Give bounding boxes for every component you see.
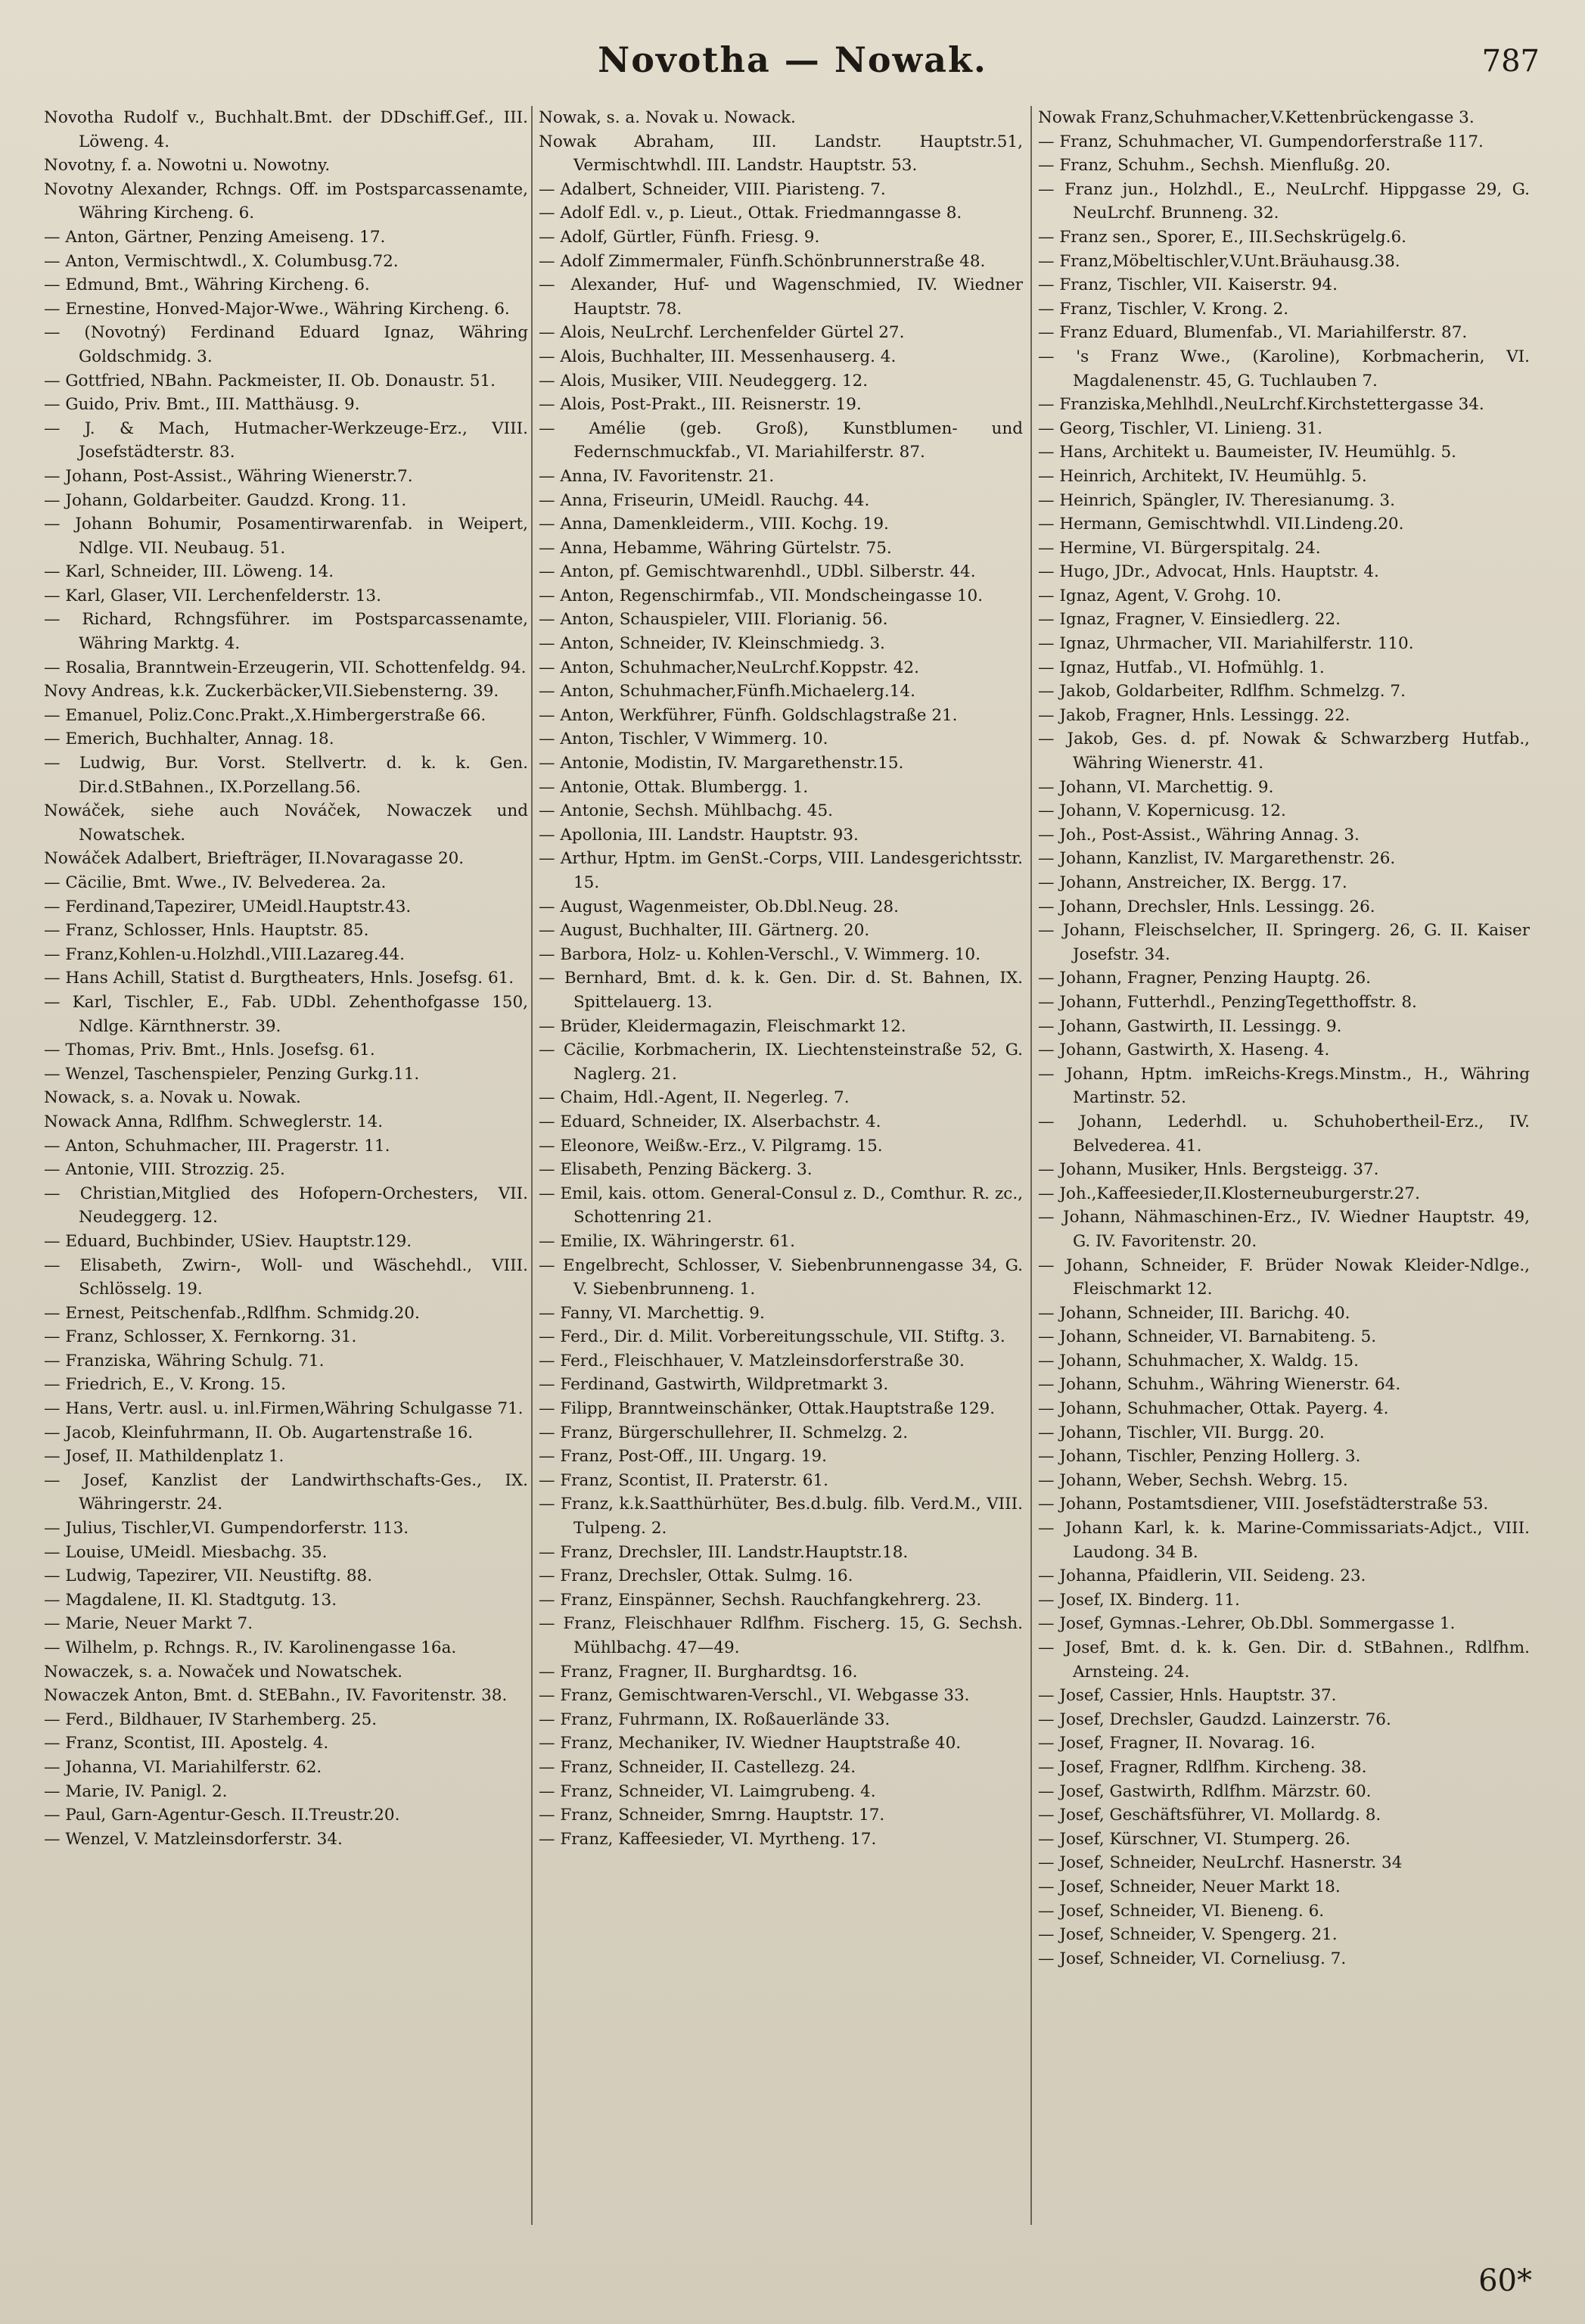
directory-entry: — 's Franz Wwe., (Karoline), Korbmacherin, VI. Magdalenenstr. 45, G. Tuchlauben 7. [1038,347,1530,390]
directory-entry: — Ignaz, Fragner, V. Einsiedlerg. 22. [1038,610,1341,630]
running-header [38,33,1547,94]
directory-entry: — Johann, Gastwirth, II. Lessingg. 9. [1038,1016,1342,1036]
directory-entry: — Josef, Kürschner, VI. Stumperg. 26. [1038,1829,1350,1849]
directory-entry: — Barbora, Holz- u. Kohlen-Verschl., V. Wimmerg. 10. [539,944,981,964]
directory-entry: — Franz, Schneider, II. Castellezg. 24. [539,1757,856,1777]
directory-entry: — Filipp, Branntweinschänker, Ottak.Hauptstraße 129. [539,1399,996,1419]
directory-entry: — Josef, Gymnas.-Lehrer, Ob.Dbl. Sommergasse 1. [1038,1614,1456,1634]
directory-entry: — Christian,Mitglied des Hofopern-Orchesters, VII. Neudeggerg. 12. [44,1184,528,1227]
directory-entry: — Johann, Tischler, VII. Burgg. 20. [1038,1423,1325,1442]
directory-entry: Nowáček Adalbert, Briefträger, II.Novaragasse 20. [44,849,465,869]
directory-entry: — Hans, Vertr. ausl. u. inl.Firmen,Währing Schulgasse 71. [44,1399,524,1419]
directory-entry: — Franz, Kaffeesieder, VI. Myrtheng. 17. [539,1829,877,1849]
directory-entry: — Eleonore, Weißw.-Erz., V. Pilgramg. 15. [539,1136,883,1156]
directory-entry: — Antonie, VIII. Strozzig. 25. [44,1160,285,1180]
column-3 [1038,106,1530,2240]
directory-entry: — Jakob, Ges. d. pf. Nowak & Schwarzberg Hutfab., Währing Wienerstr. 41. [1038,730,1530,773]
directory-entry: — Friedrich, E., V. Krong. 15. [44,1375,286,1395]
directory-entry: — Magdalene, II. Kl. Stadtgutg. 13. [44,1590,337,1610]
directory-entry: — Franz, Tischler, V. Krong. 2. [1038,299,1289,319]
directory-entry: — Anton, Werkführer, Fünfh. Goldschlagstraße 21. [539,705,958,725]
directory-entry: — Heinrich, Spängler, IV. Theresianumg. 3. [1038,490,1395,510]
directory-entry: — Ludwig, Tapezirer, VII. Neustiftg. 88. [44,1566,373,1586]
directory-entry: — Edmund, Bmt., Währing Kircheng. 6. [44,275,370,295]
directory-entry: — Heinrich, Architekt, IV. Heumühlg. 5. [1038,466,1367,486]
directory-entry: — Johann, Goldarbeiter. Gaudzd. Krong. 11. [44,490,407,510]
directory-entry: — (Novotný) Ferdinand Eduard Ignaz, Währing Goldschmidg. 3. [44,323,528,366]
directory-entry: — Franz sen., Sporer, E., III.Sechskrügelg.6. [1038,227,1406,247]
directory-entry: — Johanna, VI. Mariahilferstr. 62. [44,1757,322,1777]
directory-entry: — Anton, Regenschirmfab., VII. Mondscheingasse 10. [539,586,984,605]
directory-entry: — Johann Karl, k. k. Marine-Commissariats-Adjct., VIII. Laudong. 34 B. [1038,1519,1530,1562]
directory-entry: — Adolf Zimmermaler, Fünfh.Schönbrunnerstraße 48. [539,251,986,271]
directory-entry: — Josef, Schneider, Neuer Markt 18. [1038,1877,1341,1896]
directory-entry: — Rosalia, Branntwein-Erzeugerin, VII. Schottenfeldg. 94. [44,658,527,677]
column-1 [44,106,528,2240]
directory-entry: — Josef, Schneider, V. Spengerg. 21. [1038,1925,1338,1945]
directory-entry: — Arthur, Hptm. im GenSt.-Corps, VIII. Landesgerichtsstr. 15. [539,849,1023,892]
column-divider [531,106,533,2225]
directory-entry: — Franz,Möbeltischler,V.Unt.Bräuhausg.38. [1038,251,1400,271]
directory-entry: — Johann, Lederhdl. u. Schuhobertheil-Erz., IV. Belvederea. 41. [1038,1112,1530,1156]
directory-entry: — Johann, Schneider, III. Barichg. 40. [1038,1303,1350,1323]
directory-entry: — Josef, Cassier, Hnls. Hauptstr. 37. [1038,1686,1337,1706]
directory-entry: — Alois, Post-Prakt., III. Reisnerstr. 19. [539,395,862,415]
directory-entry: — Anton, Schuhmacher,NeuLrchf.Koppstr. 42. [539,658,919,677]
directory-entry: — Ignaz, Agent, V. Grohg. 10. [1038,586,1282,605]
directory-entry: — Johann Bohumir, Posamentirwarenfab. in Weipert, Ndlge. VII. Neubaug. 51. [44,515,528,558]
directory-entry: — Alois, Musiker, VIII. Neudeggerg. 12. [539,371,869,390]
directory-entry: — Anna, IV. Favoritenstr. 21. [539,466,775,486]
directory-entry: — Johann, Musiker, Hnls. Bergsteigg. 37. [1038,1160,1379,1180]
directory-entry: — Franz,Kohlen-u.Holzhdl.,VIII.Lazareg.44. [44,944,405,964]
directory-entry: — Johann, VI. Marchettig. 9. [1038,777,1274,797]
directory-entry: — Johann, Schneider, F. Brüder Nowak Kleider-Ndlge., Fleischmarkt 12. [1038,1255,1530,1299]
directory-entry: — Ignaz, Hutfab., VI. Hofmühlg. 1. [1038,658,1325,677]
directory-entry: — Paul, Garn-Agentur-Gesch. II.Treustr.20. [44,1806,400,1825]
directory-entry: — Brüder, Kleidermagazin, Fleischmarkt 12. [539,1016,906,1036]
directory-entry: — Johann, Hptm. imReichs-Kregs.Minstm., H., Währing Martinstr. 52. [1038,1064,1530,1108]
directory-entry: — Anna, Damenkleiderm., VIII. Kochg. 19. [539,515,889,534]
directory-entry: — Wilhelm, p. Rchngs. R., IV. Karolinengasse 16a. [44,1638,457,1657]
directory-entry: — Ignaz, Uhrmacher, VII. Mariahilferstr. 110. [1038,634,1414,654]
directory-entry: — Josef, Fragner, II. Novarag. 16. [1038,1734,1316,1753]
directory-entry: — Franz, Fleischhauer Rdlfhm. Fischerg. 15, G. Sechsh. Mühlbachg. 47—49. [539,1614,1023,1657]
directory-entry: — Franziska, Währing Schulg. 71. [44,1351,325,1370]
directory-entry: — Adolf, Gürtler, Fünfh. Friesg. 9. [539,227,820,247]
directory-entry: — Louise, UMeidl. Miesbachg. 35. [44,1542,328,1562]
directory-entry: — Emilie, IX. Währingerstr. 61. [539,1231,796,1251]
directory-entry: — Johann, Futterhdl., PenzingTegetthoffstr. 8. [1038,992,1417,1012]
directory-entry: — Marie, Neuer Markt 7. [44,1614,253,1634]
directory-entry: — Franz, Schuhmacher, VI. Gumpendorferstraße 117. [1038,132,1484,151]
directory-entry: — Adalbert, Schneider, VIII. Piaristeng. 7. [539,179,886,199]
directory-entry: — Hermann, Gemischtwhdl. VII.Lindeng.20. [1038,515,1404,534]
directory-entry: — Chaim, Hdl.-Agent, II. Negerleg. 7. [539,1088,850,1108]
directory-entry: — Ludwig, Bur. Vorst. Stellvertr. d. k. k. Gen. Dir.d.StBahnen., IX.Porzellang.56. [44,754,528,797]
directory-entry: — Elisabeth, Penzing Bäckerg. 3. [539,1160,813,1180]
directory-entry: — Hans, Architekt u. Baumeister, IV. Heumühlg. 5. [1038,443,1456,462]
directory-entry: — Anton, pf. Gemischtwarenhdl., UDbl. Silberstr. 44. [539,562,976,582]
directory-entry: — Franz, Schneider, Smrng. Hauptstr. 17. [539,1806,885,1825]
directory-entry: — Anton, Schuhmacher,Fünfh.Michaelerg.14. [539,682,915,702]
directory-entry: — Johann, Fleischselcher, II. Springerg. 26, G. II. Kaiser Josefstr. 34. [1038,921,1530,964]
directory-entry: — Eduard, Schneider, IX. Alserbachstr. 4. [539,1112,881,1131]
directory-entry: — Emerich, Buchhalter, Annag. 18. [44,730,334,749]
directory-entry: Novotny, f. a. Nowotni u. Nowotny. [44,156,331,176]
directory-entry: — Cäcilie, Korbmacherin, IX. Liechtensteinstraße 52, G. Naglerg. 21. [539,1041,1023,1084]
directory-entry: — Josef, Kanzlist der Landwirthschafts-Ges., IX. Währingerstr. 24. [44,1470,528,1514]
directory-entry: — Franz, Scontist, III. Apostelg. 4. [44,1734,329,1753]
directory-entry: — Johann, Post-Assist., Währing Wienerstr.7. [44,466,413,486]
directory-entry: — Adolf Edl. v., p. Lieut., Ottak. Friedmanngasse 8. [539,204,962,223]
directory-entry: — Johann, Tischler, Penzing Hollerg. 3. [1038,1447,1361,1467]
directory-entry: — Johann, Drechsler, Hnls. Lessingg. 26. [1038,897,1375,916]
directory-entry: — Hugo, JDr., Advocat, Hnls. Hauptstr. 4. [1038,562,1379,582]
directory-entry: — Johann, Schuhm., Währing Wienerstr. 64. [1038,1375,1401,1395]
directory-entry: — Apollonia, III. Landstr. Hauptstr. 93. [539,825,859,845]
directory-entry: — Johann, Anstreicher, IX. Bergg. 17. [1038,873,1347,892]
directory-entry: — Ferd., Bildhauer, IV Starhemberg. 25. [44,1710,378,1729]
directory-entry: Novotha Rudolf v., Buchhalt.Bmt. der DDschiff.Gef., III. Löweng. 4. [44,108,528,151]
page-number: 787 [1481,44,1540,79]
directory-entry: — Josef, Gastwirth, Rdlfhm. Märzstr. 60. [1038,1781,1372,1801]
directory-entry: — Karl, Schneider, III. Löweng. 14. [44,562,334,582]
directory-entry: — Franz, Tischler, VII. Kaiserstr. 94. [1038,275,1338,295]
page-title: Novotha — Nowak. [598,39,987,80]
directory-entry: — Johann, Schneider, VI. Barnabiteng. 5. [1038,1327,1377,1347]
directory-entry: — Wenzel, Taschenspieler, Penzing Gurkg.11. [44,1064,420,1084]
directory-entry: — Josef, Schneider, NeuLrchf. Hasnerstr. 34 [1038,1853,1403,1873]
directory-entry: — Johann, Schuhmacher, Ottak. Payerg. 4. [1038,1399,1389,1419]
directory-entry: — Ferd., Fleischhauer, V. Matzleinsdorferstraße 30. [539,1351,965,1370]
directory-entry: — Josef, Fragner, Rdlfhm. Kircheng. 38. [1038,1757,1367,1777]
directory-entry: — Josef, Bmt. d. k. k. Gen. Dir. d. StBahnen., Rdlfhm. Arnsteing. 24. [1038,1638,1530,1682]
directory-entry: — Franz, Schlosser, X. Fernkorng. 31. [44,1327,357,1347]
directory-entry: — Ferdinand, Gastwirth, Wildpretmarkt 3. [539,1375,889,1395]
directory-entry: — Hermine, VI. Bürgerspitalg. 24. [1038,538,1321,558]
directory-entry: — Josef, IX. Binderg. 11. [1038,1590,1240,1610]
directory-entry: — Antonie, Ottak. Blumbergg. 1. [539,777,809,797]
directory-entry: — Elisabeth, Zwirn-, Woll- und Wäschehdl., VIII. Schlösselg. 19. [44,1255,528,1299]
directory-entry: — Joh.,Kaffeesieder,II.Klosterneuburgerstr.27. [1038,1184,1420,1203]
directory-entry: Nowaczek, s. a. Nowaček und Nowatschek. [44,1662,402,1682]
directory-entry: — Franz, Fragner, II. Burghardtsg. 16. [539,1662,858,1682]
directory-entry: — J. & Mach, Hutmacher-Werkzeuge-Erz., VIII. Josefstädterstr. 83. [44,418,528,462]
directory-entry: — Marie, IV. Panigl. 2. [44,1781,228,1801]
directory-entry: Nowáček, siehe auch Nováček, Nowaczek und Nowatschek. [44,801,528,845]
directory-entry: Nowack Anna, Rdlfhm. Schweglerstr. 14. [44,1112,384,1131]
directory-entry: — Hans Achill, Statist d. Burgtheaters, Hnls. Josefsg. 61. [44,969,514,988]
directory-entry: — Franz, Schlosser, Hnls. Hauptstr. 85. [44,921,369,941]
directory-entry: — Ernest, Peitschenfab.,Rdlfhm. Schmidg.20. [44,1303,420,1323]
directory-entry: — Amélie (geb. Groß), Kunstblumen- und Federnschmuckfab., VI. Mariahilferstr. 87. [539,418,1023,462]
directory-entry: — Anton, Schauspieler, VIII. Florianig. 56. [539,610,888,630]
directory-entry: Novotny Alexander, Rchngs. Off. im Postsparcassenamte, Währing Kircheng. 6. [44,179,528,223]
directory-entry: — Franz, Bürgerschullehrer, II. Schmelzg. 2. [539,1423,909,1442]
directory-entry: — Karl, Tischler, E., Fab. UDbl. Zehenthofgasse 150, Ndlge. Kärnthnerstr. 39. [44,992,528,1036]
directory-entry: — Franz, Fuhrmann, IX. Roßauerlände 33. [539,1710,890,1729]
directory-entry: — Eduard, Buchbinder, USiev. Hauptstr.129. [44,1231,412,1251]
directory-entry: — Franz, Drechsler, Ottak. Sulmg. 16. [539,1566,853,1586]
directory-entry: — Franz, Schuhm., Sechsh. Mienflußg. 20. [1038,156,1391,176]
directory-entry: Nowak, s. a. Novak u. Nowack. [539,108,796,127]
directory-entry: — Antonie, Modistin, IV. Margarethenstr.15. [539,754,904,773]
directory-entry: — Josef, Geschäftsführer, VI. Mollardg. 8. [1038,1806,1381,1825]
directory-entry: — August, Buchhalter, III. Gärtnerg. 20. [539,921,870,941]
directory-entry: — Richard, Rchngsführer. im Postsparcassenamte, Währing Marktg. 4. [44,610,528,654]
directory-entry: — August, Wagenmeister, Ob.Dbl.Neug. 28. [539,897,899,916]
directory-entry: — Anton, Vermischtwdl., X. Columbusg.72. [44,251,399,271]
directory-entry: — Anton, Schneider, IV. Kleinschmiedg. 3. [539,634,885,654]
directory-entry: — Joh., Post-Assist., Währing Annag. 3. [1038,825,1360,845]
directory-entry: — Josef, II. Mathildenplatz 1. [44,1447,284,1467]
directory-entry: — Jakob, Fragner, Hnls. Lessingg. 22. [1038,705,1350,725]
directory-entry: — Johann, Fragner, Penzing Hauptg. 26. [1038,969,1372,988]
directory-entry: — Johanna, Pfaidlerin, VII. Seideng. 23. [1038,1566,1366,1586]
directory-entry: — Julius, Tischler,VI. Gumpendorferstr. 113. [44,1519,409,1538]
directory-entry: — Franz, k.k.Saatthürhüter, Bes.d.bulg. filb. Verd.M., VIII. Tulpeng. 2. [539,1495,1023,1538]
column-divider [1030,106,1032,2225]
directory-entry: — Jakob, Goldarbeiter, Rdlfhm. Schmelzg. 7. [1038,682,1406,702]
directory-entry: — Franz, Scontist, II. Praterstr. 61. [539,1470,828,1490]
directory-entry: — Georg, Tischler, VI. Linieng. 31. [1038,418,1322,438]
directory-entry: Nowak Franz,Schuhmacher,V.Kettenbrückengasse 3. [1038,108,1475,127]
directory-entry: — Engelbrecht, Schlosser, V. Siebenbrunnengasse 34, G. V. Siebenbrunneng. 1. [539,1255,1023,1299]
directory-entry: — Johann, Kanzlist, IV. Margarethenstr. 26. [1038,849,1396,869]
directory-entry: — Johann, Postamtsdiener, VIII. Josefstädterstraße 53. [1038,1495,1489,1514]
directory-entry: — Alois, Buchhalter, III. Messenhauserg. 4. [539,347,897,366]
directory-entry: — Franz, Einspänner, Sechsh. Rauchfangkehrerg. 23. [539,1590,982,1610]
directory-entry: — Guido, Priv. Bmt., III. Matthäusg. 9. [44,395,360,415]
directory-entry: — Jacob, Kleinfuhrmann, II. Ob. Augartenstraße 16. [44,1423,474,1442]
directory-entry: — Anna, Hebamme, Währing Gürtelstr. 75. [539,538,892,558]
directory-entry: — Alois, NeuLrchf. Lerchenfelder Gürtel 27. [539,323,905,343]
directory-entry: Nowak Abraham, III. Landstr. Hauptstr.51, Vermischtwhdl. III. Landstr. Hauptstr. 53. [539,132,1023,176]
directory-entry: — Johann, Weber, Sechsh. Webrg. 15. [1038,1470,1348,1490]
directory-entry: — Franziska,Mehlhdl.,NeuLrchf.Kirchstettergasse 34. [1038,395,1484,415]
directory-entry: — Emil, kais. ottom. General-Consul z. D., Comthur. R. zc., Schottenring 21. [539,1184,1023,1227]
directory-entry: — Antonie, Sechsh. Mühlbachg. 45. [539,801,833,821]
directory-entry: Nowaczek Anton, Bmt. d. StEBahn., IV. Favoritenstr. 38. [44,1686,508,1706]
directory-entry: — Alexander, Huf- und Wagenschmied, IV. Wiedner Hauptstr. 78. [539,275,1023,319]
directory-entry: — Gottfried, NBahn. Packmeister, II. Ob. Donaustr. 51. [44,371,496,390]
directory-entry: — Ernestine, Honved-Major-Wwe., Währing Kircheng. 6. [44,299,510,319]
directory-entry: — Ferdinand,Tapezirer, UMeidl.Hauptstr.43. [44,897,412,916]
directory-entry: — Johann, Schuhmacher, X. Waldg. 15. [1038,1351,1359,1370]
directory-entry: — Franz, Drechsler, III. Landstr.Hauptstr.18. [539,1542,909,1562]
directory-entry: Nowack, s. a. Novak u. Nowak. [44,1088,301,1108]
printer-signature: 60* [1478,2263,1532,2298]
directory-entry: — Josef, Schneider, VI. Bieneng. 6. [1038,1901,1325,1921]
directory-entry: Novy Andreas, k.k. Zuckerbäcker,VII.Siebensterng. 39. [44,682,499,702]
directory-entry: — Anton, Gärtner, Penzing Ameiseng. 17. [44,227,386,247]
directory-entry: — Franz jun., Holzhdl., E., NeuLrchf. Hippgasse 29, G. NeuLrchf. Brunneng. 32. [1038,179,1530,223]
directory-entry: — Franz, Schneider, VI. Laimgrubeng. 4. [539,1781,876,1801]
directory-entry: — Karl, Glaser, VII. Lerchenfelderstr. 13. [44,586,381,605]
directory-entry: — Johann, V. Kopernicusg. 12. [1038,801,1286,821]
directory-entry: — Franz, Post-Off., III. Ungarg. 19. [539,1447,827,1467]
directory-entry: — Fanny, VI. Marchettig. 9. [539,1303,765,1323]
directory-entry: — Josef, Drechsler, Gaudzd. Lainzerstr. 76. [1038,1710,1391,1729]
directory-entry: — Wenzel, V. Matzleinsdorferstr. 34. [44,1829,343,1849]
column-2 [539,106,1023,2240]
directory-entry: — Franz Eduard, Blumenfab., VI. Mariahilferstr. 87. [1038,323,1468,343]
directory-entry: — Anna, Friseurin, UMeidl. Rauchg. 44. [539,490,870,510]
directory-entry: — Anton, Tischler, V Wimmerg. 10. [539,730,828,749]
directory-entry: — Thomas, Priv. Bmt., Hnls. Josefsg. 61. [44,1041,375,1060]
directory-entry: — Franz, Mechaniker, IV. Wiedner Hauptstraße 40. [539,1734,962,1753]
directory-entry: — Emanuel, Poliz.Conc.Prakt.,X.Himbergerstraße 66. [44,705,486,725]
directory-entry: — Franz, Gemischtwaren-Verschl., VI. Webgasse 33. [539,1686,970,1706]
directory-entry: — Johann, Gastwirth, X. Haseng. 4. [1038,1041,1330,1060]
directory-entry: — Ferd., Dir. d. Milit. Vorbereitungsschule, VII. Stiftg. 3. [539,1327,1005,1347]
directory-entry: — Josef, Schneider, VI. Corneliusg. 7. [1038,1949,1347,1968]
directory-entry: — Anton, Schuhmacher, III. Pragerstr. 11. [44,1136,390,1156]
directory-entry: — Cäcilie, Bmt. Wwe., IV. Belvederea. 2a. [44,873,387,892]
directory-entry: — Bernhard, Bmt. d. k. k. Gen. Dir. d. St. Bahnen, IX. Spittelauerg. 13. [539,969,1023,1012]
directory-entry: — Johann, Nähmaschinen-Erz., IV. Wiedner Hauptstr. 49, G. IV. Favoritenstr. 20. [1038,1208,1530,1251]
